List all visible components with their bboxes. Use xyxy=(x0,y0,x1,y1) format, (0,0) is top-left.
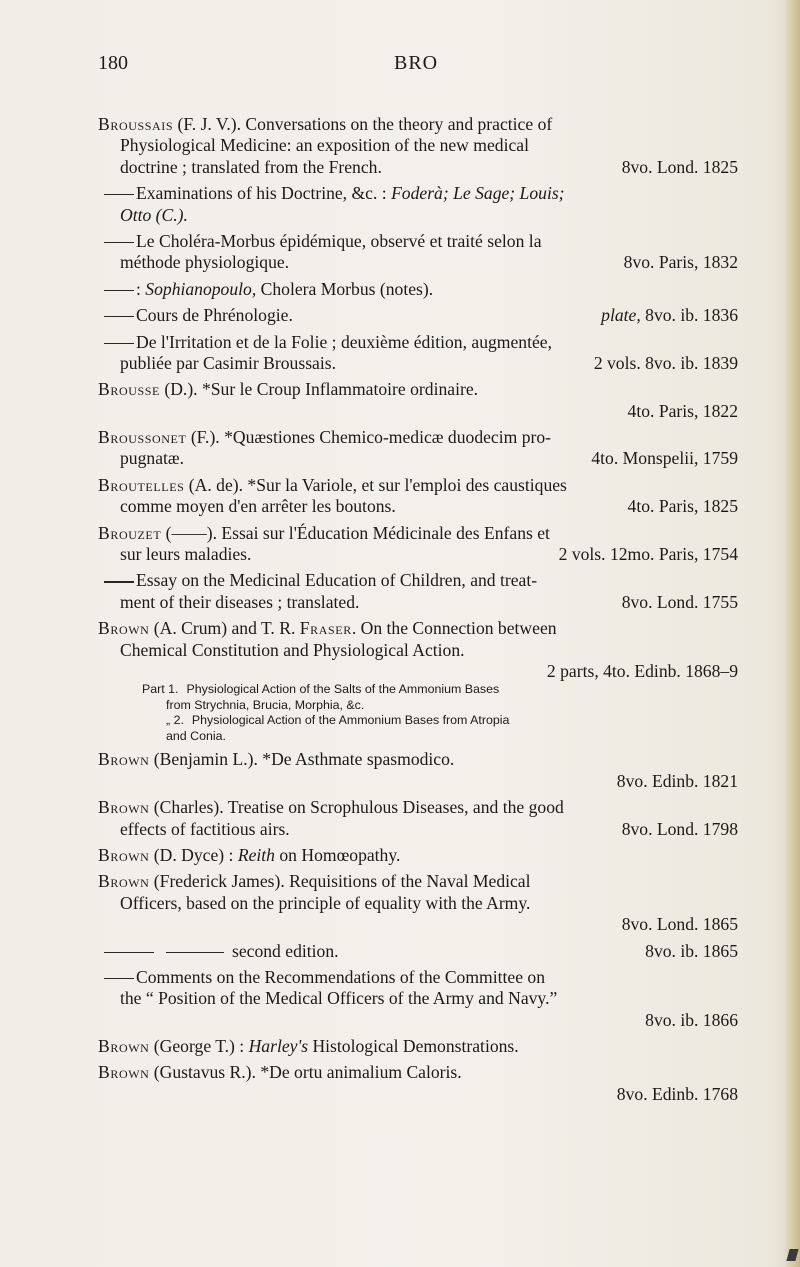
imprint: 2 vols. 12mo. Paris, 1754 xyxy=(558,544,738,565)
author-name: Fraser xyxy=(299,618,352,639)
imprint: 8vo. ib. 1866 xyxy=(645,1009,738,1030)
entry-title: Conversations on the theory and practice of xyxy=(241,114,553,134)
entry-sub: Essay on the Medicinal Education of Children, and treat- ment of their diseases ; translated. 8vo. Lond. 1755 xyxy=(98,570,738,613)
imprint: 8vo. Paris, 1832 xyxy=(623,252,738,273)
entry-sub: second edition. 8vo. ib. 1865 xyxy=(98,941,738,962)
author-name: Brouzet xyxy=(98,522,162,543)
entry-sub: Le Choléra-Morbus épidémique, observé et traité selon la méthode physiologique. 8vo. Paris, 1832 xyxy=(98,231,738,274)
entry-sub: De l'Irritation et de la Folie ; deuxième édition, augmentée, publiée par Casimir Broussais. 2 vols. 8vo. ib. 1839 xyxy=(98,332,738,375)
entry-broussais: Broussais (F. J. V.). Conversations on the theory and practice of Physiological Medicine: an exposition of the new medical doctrine ; translated from the French. 8vo. Lond. 1825 xyxy=(98,114,738,177)
author-name: Brown xyxy=(98,618,150,639)
imprint: 8vo. Edinb. 1768 xyxy=(616,1083,738,1104)
entry-sub: Cours de Phrénologie. plate, 8vo. ib. 1836 xyxy=(98,305,738,326)
entry-brown-benjamin: Brown (Benjamin L.). *De Asthmate spasmodico. 8vo. Edinb. 1821 xyxy=(98,749,738,791)
page-number: 180 xyxy=(98,52,128,74)
entry-line: Broussais (F. J. V.). Conversations on the theory and practice of xyxy=(98,114,553,134)
author-name: Brown xyxy=(98,844,150,865)
page-edge-shadow xyxy=(784,0,800,1267)
author-name: Brown xyxy=(98,1062,150,1083)
entry-brown-charles: Brown (Charles). Treatise on Scrophulous Diseases, and the good effects of factitious airs. 8vo. Lond. 1798 xyxy=(98,797,738,839)
author-name: Brown xyxy=(98,1036,150,1057)
entry-broutelles: Broutelles (A. de). *Sur la Variole, et sur l'emploi des caustiques comme moyen d'en arrêter les boutons. 4to. Paris, 1825 xyxy=(98,474,738,517)
imprint: 8vo. Edinb. 1821 xyxy=(616,770,738,791)
running-header xyxy=(98,52,738,80)
imprint: 4to. Monspelii, 1759 xyxy=(591,448,738,469)
imprint: 2 vols. 8vo. ib. 1839 xyxy=(593,352,738,373)
entry-sub: : Sophianopoulo, Cholera Morbus (notes). xyxy=(98,279,738,300)
author-name: Broussais xyxy=(98,114,174,134)
imprint: 4to. Paris, 1822 xyxy=(627,400,738,421)
author-name: Broussonet xyxy=(98,427,187,448)
entry-brousse: Brousse (D.). *Sur le Croup Inflammatoire ordinaire. 4to. Paris, 1822 xyxy=(98,379,738,421)
entry-brown-gustavus: Brown (Gustavus R.). *De ortu animalium Caloris. 8vo. Edinb. 1768 xyxy=(98,1062,738,1104)
part-line: „ 2. Physiological Action of the Ammonium Bases from Atropia xyxy=(166,713,510,728)
author-name: Broutelles xyxy=(98,474,185,495)
imprint: 2 parts, 4to. Edinb. 1868–9 xyxy=(546,660,738,681)
entry-brown-frederick: Brown (Frederick James). Requisitions of the Naval Medical Officers, based on the principle of equality with the Army. 8vo. Lond. 1865 xyxy=(98,871,738,935)
imprint: 4to. Paris, 1825 xyxy=(627,496,738,517)
entry-broussonet: Broussonet (F.). *Quæstiones Chemico-medicæ duodecim pro- pugnatæ. 4to. Monspelii, 1759 xyxy=(98,427,738,469)
entry-parts: Part 1. Physiological Action of the Salts of the Ammonium Bases from Strychnia, Brucia, Morphia, &c. „ 2. Physiological Action of the Ammonium Bases from Atropia and Conia. xyxy=(98,682,738,744)
imprint: 8vo. ib. 1865 xyxy=(645,940,738,961)
author-name: Brown xyxy=(98,749,150,770)
entry-brouzet: Brouzet (——). Essai sur l'Éducation Médicinale des Enfans et sur leurs maladies. 2 vols. 12mo. Paris, 1754 xyxy=(98,522,738,565)
author-name: Brousse xyxy=(98,379,160,400)
imprint: 8vo. Lond. 1865 xyxy=(621,914,738,935)
entry-sub: Examinations of his Doctrine, &c. : Foderà; Le Sage; Louis; Otto (C.). xyxy=(98,183,738,226)
author-name: Brown xyxy=(98,797,150,818)
imprint: 8vo. Lond. 1825 xyxy=(621,156,738,177)
imprint: 8vo. Lond. 1798 xyxy=(621,818,738,839)
bibliography-entries xyxy=(98,114,738,1110)
author-name: Brown xyxy=(98,871,150,892)
entry-brown-dyce: Brown (D. Dyce) : Reith on Homœopathy. xyxy=(98,844,401,865)
entry-brown-fraser: Brown (A. Crum) and T. R. Fraser. On the Connection between Chemical Constitution and Physiological Action. 2 parts, 4to. Edinb. 1868–9 Part 1. Physiological Action of the Salts of the Ammonium Bases from Strychnia, Brucia, Morphia, &c. „ 2. Physiological Action of the Ammonium Bases from Atropia and Conia. xyxy=(98,618,738,743)
imprint: 8vo. Lond. 1755 xyxy=(621,591,738,612)
entry-brown-george: Brown (George T.) : Harley's Histological Demonstrations. xyxy=(98,1036,519,1057)
entry-sub: Comments on the Recommendations of the Committee on the “ Position of the Medical Officers of the Army and Navy.” 8vo. ib. 1866 xyxy=(98,967,738,1031)
part-line: Part 1. Physiological Action of the Salts of the Ammonium Bases xyxy=(142,682,500,697)
imprint: plate, 8vo. ib. 1836 xyxy=(601,305,738,326)
running-headword: BRO xyxy=(394,52,439,74)
